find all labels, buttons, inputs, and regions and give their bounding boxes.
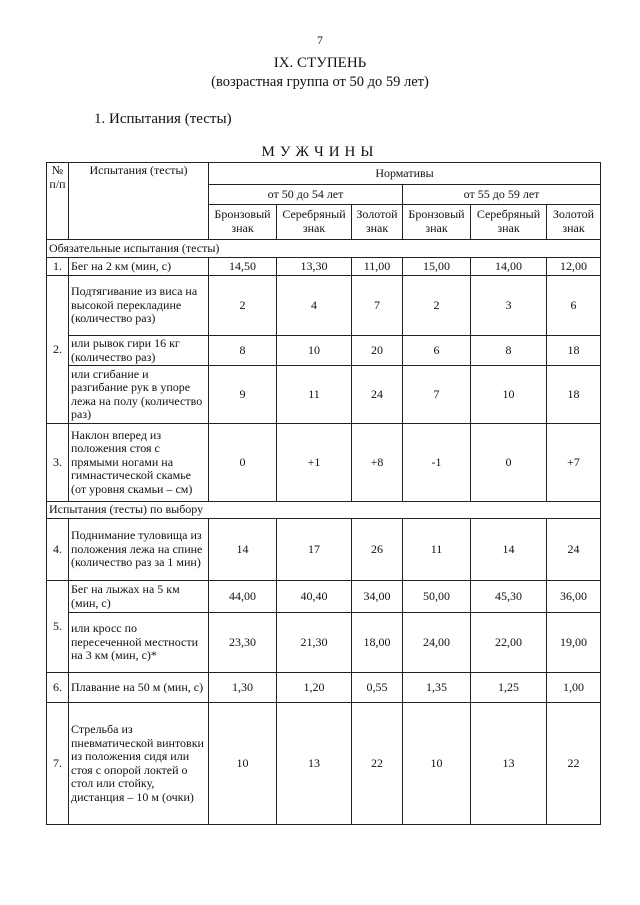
cell-value: 14,50 [209, 258, 277, 276]
cell-value: 1,00 [547, 673, 601, 703]
row-test: Стрельба из пневматической винтовки из положения сидя или стоя с опорой локтей о стол или стойку, дистанция – 10 м (очки) [69, 703, 209, 825]
group-optional: Испытания (тесты) по выбору [47, 502, 601, 519]
table-row [47, 276, 601, 336]
cell-value: +1 [277, 424, 352, 502]
cell-value: 19,00 [547, 613, 601, 673]
header-age-group-2: от 55 до 59 лет [403, 185, 601, 205]
cell-value: 1,30 [209, 673, 277, 703]
header-bronze-2: Бронзовый знак [403, 205, 471, 240]
cell-value: 22,00 [471, 613, 547, 673]
row-test: Бег на лыжах на 5 км (мин, с) [69, 581, 209, 613]
cell-value: 13,30 [277, 258, 352, 276]
header-gold-1: Золотой знак [352, 205, 403, 240]
cell-value: 3 [471, 276, 547, 336]
cell-value: -1 [403, 424, 471, 502]
cell-value: 10 [209, 703, 277, 825]
cell-value: 17 [277, 519, 352, 581]
cell-value: 18 [547, 366, 601, 424]
cell-value: 6 [547, 276, 601, 336]
cell-value: 24,00 [403, 613, 471, 673]
table-row [47, 613, 601, 673]
table-row [47, 258, 601, 276]
table-row [47, 673, 601, 703]
cell-value: 8 [471, 336, 547, 366]
cell-value: 4 [277, 276, 352, 336]
cell-value: 13 [277, 703, 352, 825]
cell-value: 23,30 [209, 613, 277, 673]
cell-value: 9 [209, 366, 277, 424]
row-num: 2. [47, 276, 69, 424]
cell-value: +7 [547, 424, 601, 502]
cell-value: 13 [471, 703, 547, 825]
cell-value: 21,30 [277, 613, 352, 673]
cell-value: 1,35 [403, 673, 471, 703]
header-num: № п/п [47, 163, 69, 240]
cell-value: 40,40 [277, 581, 352, 613]
table-row [47, 424, 601, 502]
cell-value: 14,00 [471, 258, 547, 276]
row-test: или сгибание и разгибание рук в упоре лежа на полу (количество раз) [69, 366, 209, 424]
cell-value: 0 [471, 424, 547, 502]
stage-subtitle: (возрастная группа от 50 до 59 лет) [211, 74, 429, 90]
cell-value: 1,25 [471, 673, 547, 703]
cell-value: 11 [277, 366, 352, 424]
row-num: 6. [47, 673, 69, 703]
row-test: Подтягивание из виса на высокой перекладине (количество раз) [69, 276, 209, 336]
cell-value: 45,30 [471, 581, 547, 613]
cell-value: 22 [352, 703, 403, 825]
header-test: Испытания (тесты) [69, 163, 209, 240]
cell-value: 7 [403, 366, 471, 424]
table-row [47, 703, 601, 825]
cell-value: 24 [547, 519, 601, 581]
cell-value: 15,00 [403, 258, 471, 276]
cell-value: +8 [352, 424, 403, 502]
header-silver-1: Серебряный знак [277, 205, 352, 240]
cell-value: 34,00 [352, 581, 403, 613]
cell-value: 44,00 [209, 581, 277, 613]
header-gold-2: Золотой знак [547, 205, 601, 240]
row-test: Плавание на 50 м (мин, с) [69, 673, 209, 703]
cell-value: 2 [403, 276, 471, 336]
row-num: 7. [47, 703, 69, 825]
section-title: 1. Испытания (тесты) [94, 111, 232, 127]
cell-value: 12,00 [547, 258, 601, 276]
men-title: МУЖЧИНЫ [261, 144, 379, 160]
header-bronze-1: Бронзовый знак [209, 205, 277, 240]
cell-value: 14 [209, 519, 277, 581]
row-num: 5. [47, 581, 69, 673]
row-test: Поднимание туловища из положения лежа на спине (количество раз за 1 мин) [69, 519, 209, 581]
cell-value: 2 [209, 276, 277, 336]
page-number: 7 [317, 33, 323, 47]
row-num: 1. [47, 258, 69, 276]
table-row [47, 519, 601, 581]
cell-value: 50,00 [403, 581, 471, 613]
table-row [47, 581, 601, 613]
cell-value: 8 [209, 336, 277, 366]
cell-value: 1,20 [277, 673, 352, 703]
header-silver-2: Серебряный знак [471, 205, 547, 240]
header-age-group-1: от 50 до 54 лет [209, 185, 403, 205]
group-required: Обязательные испытания (тесты) [47, 240, 601, 258]
row-test: Бег на 2 км (мин, с) [69, 258, 209, 276]
table-row [47, 366, 601, 424]
cell-value: 22 [547, 703, 601, 825]
cell-value: 11 [403, 519, 471, 581]
cell-value: 24 [352, 366, 403, 424]
table-row [47, 336, 601, 366]
cell-value: 11,00 [352, 258, 403, 276]
cell-value: 10 [403, 703, 471, 825]
row-num: 3. [47, 424, 69, 502]
cell-value: 0 [209, 424, 277, 502]
cell-value: 18,00 [352, 613, 403, 673]
cell-value: 14 [471, 519, 547, 581]
cell-value: 26 [352, 519, 403, 581]
row-test: или кросс по пересеченной местности на 3 км (мин, с)* [69, 613, 209, 673]
cell-value: 10 [277, 336, 352, 366]
row-test: Наклон вперед из положения стоя с прямыми ногами на гимнастической скамье (от уровня скамьи – см) [69, 424, 209, 502]
cell-value: 20 [352, 336, 403, 366]
stage-title: IX. СТУПЕНЬ [273, 55, 367, 71]
header-norms: Нормативы [209, 163, 601, 185]
cell-value: 36,00 [547, 581, 601, 613]
row-num: 4. [47, 519, 69, 581]
cell-value: 6 [403, 336, 471, 366]
cell-value: 10 [471, 366, 547, 424]
norms-table [46, 162, 601, 825]
cell-value: 7 [352, 276, 403, 336]
cell-value: 18 [547, 336, 601, 366]
row-test: или рывок гири 16 кг (количество раз) [69, 336, 209, 366]
cell-value: 0,55 [352, 673, 403, 703]
